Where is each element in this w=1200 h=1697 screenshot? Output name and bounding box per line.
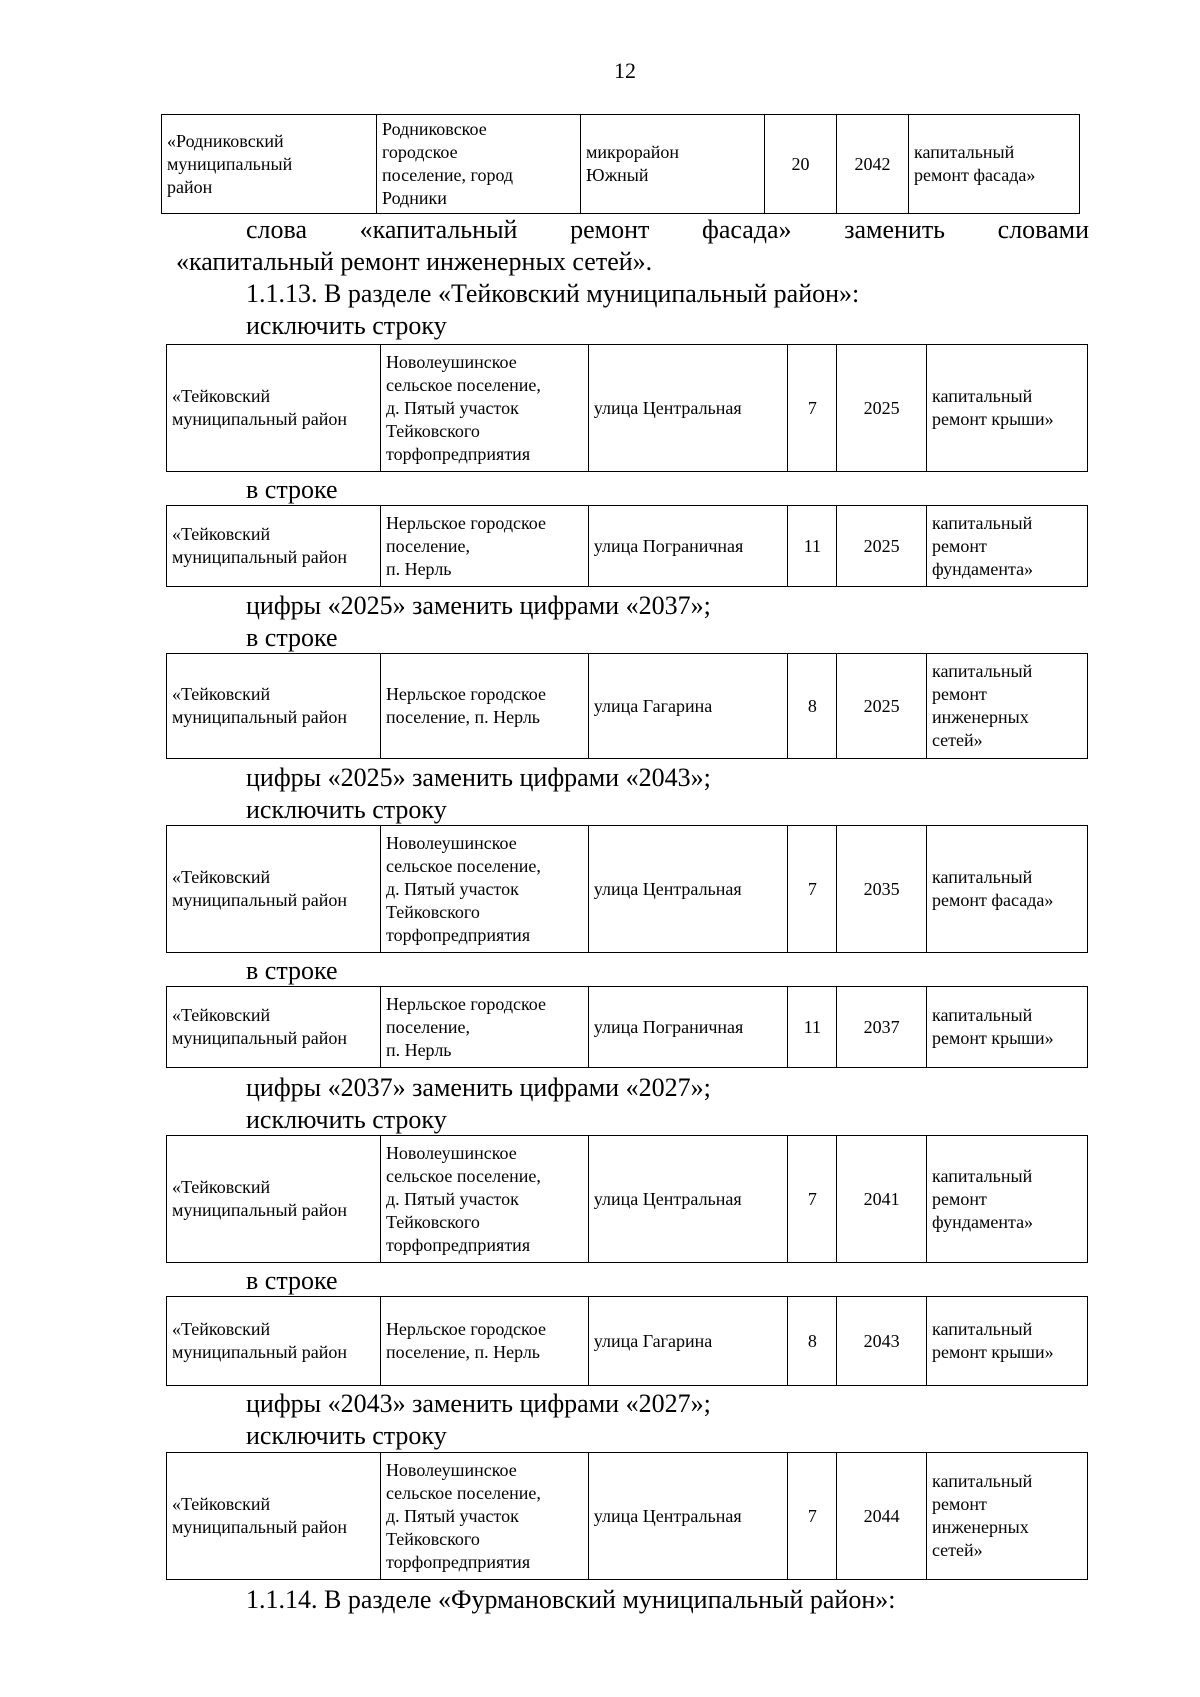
cell-text-line: фундамента» <box>931 558 1034 579</box>
cell-text-line: 7 <box>807 1188 817 1209</box>
cell-settlement <box>380 1136 588 1263</box>
cell-text-line: инженерных <box>931 707 1029 727</box>
amendment-table-row <box>166 825 1088 953</box>
cell-text-line: 2025 <box>863 535 900 556</box>
cell-text-line: муниципальный <box>167 153 293 174</box>
paragraph-word: заменить <box>844 215 946 244</box>
cell-text-line: 11 <box>803 1016 822 1037</box>
cell-year <box>837 115 909 214</box>
cell-text-line: торфопредприятия <box>385 1234 531 1255</box>
cell-text-line: Тейковского <box>385 420 480 441</box>
cell-text-line: «Тейковский <box>172 684 271 704</box>
cell-text-line: торфопредприятия <box>385 443 531 464</box>
cell-district <box>167 506 381 587</box>
instruction-replace-digits: цифры «2037» заменить цифрами «2027»; <box>246 1073 711 1102</box>
instruction-replace-digits: цифры «2025» заменить цифрами «2043»; <box>246 763 711 792</box>
cell-text-line: капитальный <box>931 661 1033 681</box>
cell-text-line: 2025 <box>863 397 900 418</box>
cell-text-line: капитальный <box>931 867 1033 887</box>
cell-house-number <box>788 987 837 1068</box>
cell-work-type <box>926 826 1087 953</box>
cell-district <box>167 826 381 953</box>
cell-text-line: «Тейковский <box>172 524 271 544</box>
table-row <box>167 654 1088 759</box>
cell-text-line: «Тейковский <box>172 1005 271 1025</box>
cell-text-line: муниципальный район <box>172 409 348 429</box>
cell-text-line: муниципальный район <box>172 1200 348 1220</box>
cell-work-type <box>926 1453 1087 1580</box>
paragraph-replace-words-line2: «капитальный ремонт инженерных сетей». <box>176 247 653 276</box>
cell-work-type <box>926 1136 1087 1263</box>
table-row <box>167 1453 1088 1580</box>
cell-text-line: Новолеушинское <box>385 1459 517 1480</box>
cell-text-line: 2043 <box>863 1330 900 1351</box>
cell-work-type <box>926 1297 1087 1386</box>
cell-text-line: инженерных <box>931 1517 1029 1537</box>
cell-settlement <box>380 654 588 759</box>
cell-text-line: торфопредприятия <box>385 1551 531 1572</box>
cell-text-line: муниципальный район <box>172 1342 348 1362</box>
cell-settlement <box>380 1453 588 1580</box>
cell-text-line: улица Гагарина <box>593 1330 713 1351</box>
cell-street <box>588 1136 788 1263</box>
cell-text-line: улица Пограничная <box>593 535 744 556</box>
instruction-in-row: в строке <box>246 623 338 652</box>
cell-text-line: «Тейковский <box>172 1494 271 1514</box>
cell-text-line: 2042 <box>854 153 891 174</box>
cell-settlement <box>380 987 588 1068</box>
cell-text-line: Родники <box>382 188 447 208</box>
table-row <box>167 345 1088 472</box>
cell-text-line: 8 <box>807 1330 817 1351</box>
cell-text-line: поселение, п. Нерль <box>385 1342 541 1362</box>
cell-text-line: 7 <box>807 1505 817 1526</box>
cell-street <box>588 1297 788 1386</box>
cell-text-line: капитальный <box>931 512 1033 533</box>
cell-settlement <box>380 506 588 587</box>
paragraph-section-furmanov: 1.1.14. В разделе «Фурмановский муниципальный район»: <box>246 1585 896 1614</box>
cell-text-line: ремонт крыши» <box>931 409 1054 429</box>
cell-year <box>837 826 927 953</box>
cell-text-line: ремонт крыши» <box>931 1342 1054 1362</box>
cell-text-line: фундамента» <box>931 1211 1034 1232</box>
cell-text-line: муниципальный район <box>172 1028 348 1048</box>
cell-text-line: «Тейковский <box>172 386 271 406</box>
cell-text-line: д. Пятый участок <box>385 1505 519 1526</box>
cell-text-line: ремонт <box>931 1188 987 1209</box>
table-row <box>167 506 1088 587</box>
instruction-exclude-row: исключить строку <box>246 1105 447 1134</box>
cell-text-line: Тейковского <box>385 1528 480 1549</box>
cell-year <box>837 654 927 759</box>
cell-text-line: Тейковского <box>385 901 480 922</box>
cell-text-line: Нерльское городское <box>385 993 547 1014</box>
cell-text-line: муниципальный район <box>172 890 348 910</box>
amendment-table-row <box>166 344 1088 472</box>
paragraph-word: слова <box>246 215 307 244</box>
cell-year <box>837 345 927 472</box>
cell-text-line: поселение, п. Нерль <box>385 707 541 727</box>
cell-work-type <box>926 987 1087 1068</box>
cell-text-line: поселение, город <box>382 165 514 185</box>
table-row <box>167 987 1088 1068</box>
cell-year <box>837 1453 927 1580</box>
cell-text-line: «Тейковский <box>172 1319 271 1339</box>
cell-house-number <box>788 345 837 472</box>
cell-street <box>588 506 788 587</box>
cell-text-line: муниципальный район <box>172 707 348 727</box>
instruction-in-row: в строке <box>246 1266 338 1295</box>
table-row <box>167 1297 1088 1386</box>
cell-text-line: сетей» <box>931 730 983 750</box>
cell-settlement <box>377 115 581 214</box>
amendment-table-row <box>166 505 1088 587</box>
cell-text-line: п. Нерль <box>385 558 452 579</box>
cell-text-line: Нерльское городское <box>385 512 547 533</box>
cell-text-line: 2041 <box>863 1188 900 1209</box>
instruction-exclude-row: исключить строку <box>246 795 447 824</box>
cell-text-line: ремонт <box>931 535 987 556</box>
cell-text-line: торфопредприятия <box>385 924 531 945</box>
cell-text-line: «Родниковский <box>167 130 284 151</box>
cell-text-line: 2035 <box>863 878 900 899</box>
cell-year <box>837 987 927 1068</box>
cell-text-line: капитальный <box>931 386 1033 406</box>
cell-district <box>167 1297 381 1386</box>
cell-text-line: Новолеушинское <box>385 351 517 372</box>
cell-year <box>837 506 927 587</box>
cell-text-line: улица Центральная <box>593 397 742 418</box>
cell-text-line: капитальный <box>914 142 1015 162</box>
cell-text-line: сельское поселение, <box>385 1165 541 1186</box>
cell-text-line: ремонт <box>931 1494 987 1514</box>
cell-settlement <box>380 1297 588 1386</box>
cell-text-line: Нерльское городское <box>385 684 547 704</box>
cell-text-line: улица Пограничная <box>593 1016 744 1037</box>
cell-text-line: Южный <box>586 165 649 185</box>
cell-street <box>588 987 788 1068</box>
cell-text-line: сельское поселение, <box>385 855 541 876</box>
cell-text-line: д. Пятый участок <box>385 397 519 418</box>
cell-text-line: улица Центральная <box>593 1505 742 1526</box>
cell-district <box>167 1136 381 1263</box>
cell-house-number <box>788 506 837 587</box>
cell-house-number <box>788 826 837 953</box>
paragraph-section-teykovo: 1.1.13. В разделе «Тейковский муниципальный район»: <box>246 279 860 308</box>
cell-text-line: 8 <box>807 695 817 716</box>
cell-text-line: район <box>167 176 213 197</box>
cell-text-line: Тейковского <box>385 1211 480 1232</box>
amendment-table-row <box>166 653 1088 759</box>
cell-house-number <box>788 654 837 759</box>
cell-text-line: муниципальный район <box>172 1517 348 1537</box>
cell-text-line: капитальный <box>931 1471 1033 1491</box>
paragraph-word: фасада» <box>702 215 792 244</box>
cell-text-line: улица Центральная <box>593 878 742 899</box>
cell-text-line: поселение, <box>385 535 470 556</box>
cell-year <box>837 1136 927 1263</box>
cell-text-line: 2037 <box>863 1016 900 1037</box>
cell-text-line: Родниковское <box>382 119 487 139</box>
cell-text-line: городское <box>382 142 458 162</box>
cell-house-number <box>788 1297 837 1386</box>
cell-district <box>167 654 381 759</box>
cell-work-type <box>909 115 1080 214</box>
amendment-table-row <box>166 1296 1088 1386</box>
cell-text-line: сетей» <box>931 1540 983 1560</box>
cell-text-line: 2025 <box>863 695 900 716</box>
cell-house-number <box>788 1136 837 1263</box>
cell-text-line: д. Пятый участок <box>385 878 519 899</box>
cell-text-line: улица Гагарина <box>593 695 713 716</box>
paragraph-word: ремонт <box>570 215 650 244</box>
cell-text-line: ремонт крыши» <box>931 1028 1054 1048</box>
amendment-table-row <box>166 986 1088 1068</box>
cell-text-line: Новолеушинское <box>385 832 517 853</box>
cell-work-type <box>926 654 1087 759</box>
cell-text-line: поселение, <box>385 1016 470 1037</box>
cell-work-type <box>926 345 1087 472</box>
instruction-replace-digits: цифры «2043» заменить цифрами «2027»; <box>246 1389 711 1418</box>
instruction-exclude-row: исключить строку <box>246 1421 447 1450</box>
cell-text-line: ремонт фасада» <box>931 890 1054 910</box>
cell-house-number <box>788 1453 837 1580</box>
cell-text-line: ремонт <box>931 684 987 704</box>
cell-street <box>588 826 788 953</box>
cell-text-line: сельское поселение, <box>385 1482 541 1503</box>
cell-street <box>588 654 788 759</box>
cell-text-line: «Тейковский <box>172 867 271 887</box>
cell-street <box>588 345 788 472</box>
cell-text-line: п. Нерль <box>385 1039 452 1060</box>
cell-text-line: 20 <box>791 153 810 174</box>
cell-year <box>837 1297 927 1386</box>
cell-text-line: улица Центральная <box>593 1188 742 1209</box>
cell-street <box>581 115 765 214</box>
instruction-exclude-row: исключить строку <box>246 311 447 340</box>
cell-street <box>588 1453 788 1580</box>
paragraph-word: «капитальный <box>359 215 518 244</box>
cell-work-type <box>926 506 1087 587</box>
cell-text-line: ремонт фасада» <box>914 165 1036 185</box>
instruction-in-row: в строке <box>246 956 338 985</box>
paragraph-replace-words-line1 <box>246 214 1089 246</box>
cell-text-line: Нерльское городское <box>385 1319 547 1339</box>
cell-text-line: сельское поселение, <box>385 374 541 395</box>
paragraph-word: словами <box>997 215 1090 244</box>
cell-district <box>167 1453 381 1580</box>
cell-text-line: д. Пятый участок <box>385 1188 519 1209</box>
table-row <box>162 115 1080 214</box>
table-row <box>167 1136 1088 1263</box>
cell-house-number <box>765 115 837 214</box>
cell-text-line: «Тейковский <box>172 1177 271 1197</box>
cell-settlement <box>380 345 588 472</box>
cell-text-line: капитальный <box>931 1005 1033 1025</box>
cell-text-line: 7 <box>807 397 817 418</box>
cell-district <box>162 115 377 214</box>
cell-text-line: 2044 <box>863 1505 900 1526</box>
instruction-replace-digits: цифры «2025» заменить цифрами «2037»; <box>246 591 711 620</box>
cell-district <box>167 987 381 1068</box>
amendment-table-row <box>166 1452 1088 1580</box>
cell-text-line: Новолеушинское <box>385 1142 517 1163</box>
cell-settlement <box>380 826 588 953</box>
cell-text-line: микрорайон <box>586 142 680 162</box>
cell-text-line: 11 <box>803 535 822 556</box>
cell-text-line: капитальный <box>931 1165 1033 1186</box>
cell-text-line: 7 <box>807 878 817 899</box>
amendment-table-rodniki <box>161 114 1080 214</box>
page-number: 12 <box>614 58 636 83</box>
instruction-in-row: в строке <box>246 475 338 504</box>
table-row <box>167 826 1088 953</box>
amendment-table-row <box>166 1135 1088 1263</box>
cell-district <box>167 345 381 472</box>
cell-text-line: капитальный <box>931 1319 1033 1339</box>
cell-text-line: муниципальный район <box>172 547 348 567</box>
